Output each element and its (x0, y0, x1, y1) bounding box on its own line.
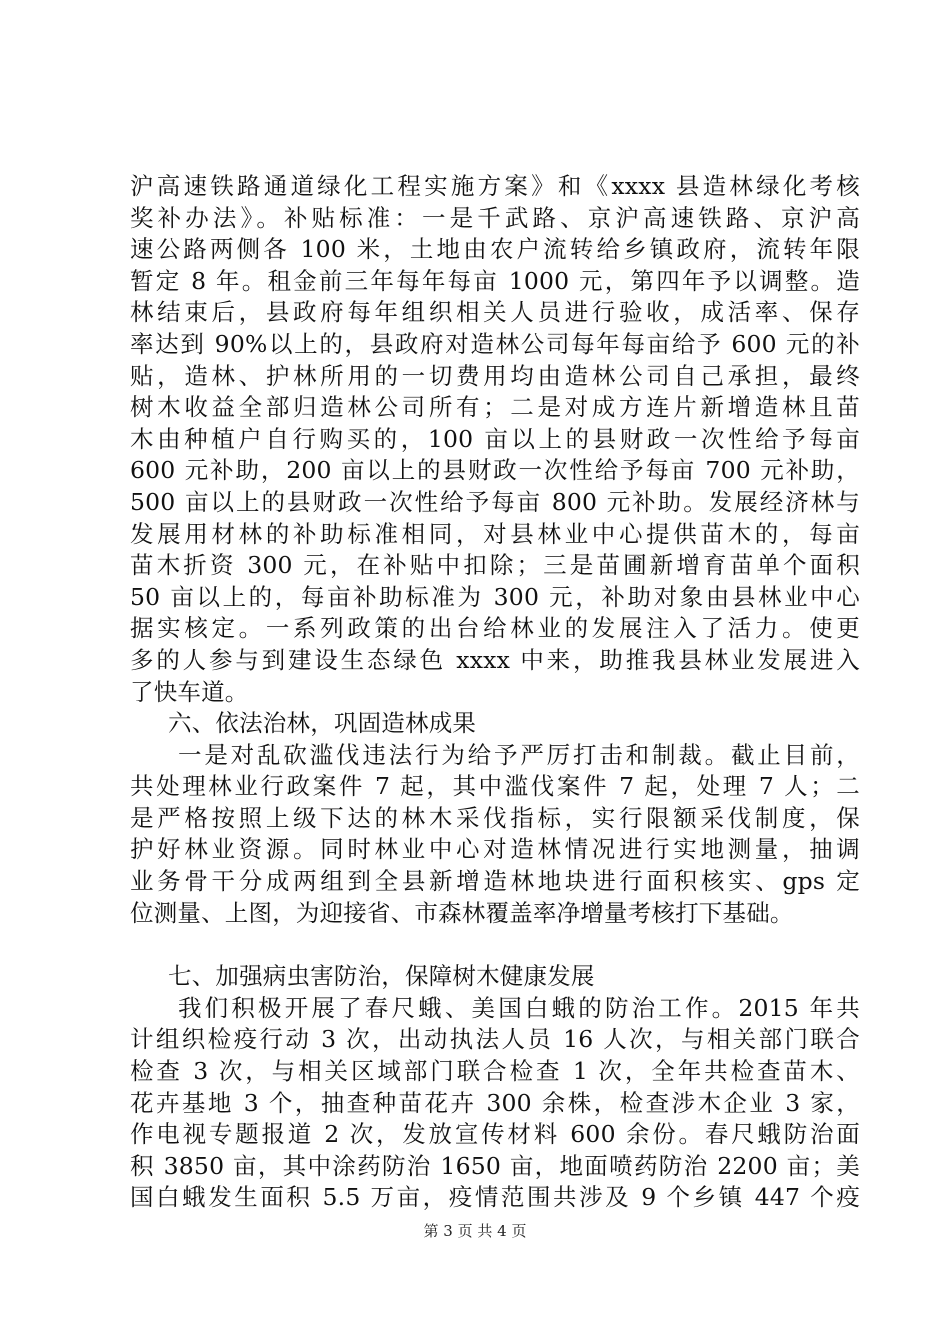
text-line: 木由种植户自行购买的，100 亩以上的县财政一次性给予每亩 (130, 424, 860, 453)
text-line: 奖补办法》。补贴标准：一是千武路、京沪高速铁路、京沪高 (130, 203, 860, 232)
text-line: 积 3850 亩，其中涂药防治 1650 亩，地面喷药防治 2200 亩；美 (130, 1151, 860, 1180)
text-line: 了快车道。 (130, 677, 249, 706)
text-line: 位测量、上图，为迎接省、市森林覆盖率净增量考核打下基础。 (130, 898, 794, 927)
text-line: 林结束后，县政府每年组织相关人员进行验收，成活率、保存 (130, 298, 860, 327)
paragraph-pest-control (130, 993, 860, 1214)
text-line: 是严格按照上级下达的林木采伐指标，实行限额采伐制度，保 (130, 803, 860, 832)
text-line: 500 亩以上的县财政一次性给予每亩 800 元补助。发展经济林与 (130, 487, 860, 516)
text-line: 共处理林业行政案件 7 起，其中滥伐案件 7 起，处理 7 人；二 (130, 772, 860, 801)
section-heading-6: 六、依法治林，巩固造林成果 (168, 709, 477, 738)
text-line: 沪高速铁路通道绿化工程实施方案》和《xxxx 县造林绿化考核 (130, 172, 860, 200)
text-line: 暂定 8 年。租金前三年每年每亩 1000 元，第四年予以调整。造 (130, 266, 860, 295)
text-line: 发展用材林的补助标准相同，对县林业中心提供苗木的，每亩 (130, 519, 860, 548)
text-line: 600 元补助，200 亩以上的县财政一次性给予每亩 700 元补助， (130, 456, 860, 485)
text-line: 计组织检疫行动 3 次，出动执法人员 16 人次，与相关部门联合 (130, 1025, 860, 1054)
paragraph-gap (130, 929, 860, 961)
text-line: 苗木折资 300 元，在补贴中扣除；三是苗圃新增育苗单个面积 (130, 551, 860, 580)
text-line: 据实核定。一系列政策的出台给林业的发展注入了活力。使更 (130, 614, 860, 643)
document-body (130, 171, 860, 1214)
section-heading-7: 七、加强病虫害防治，保障树木健康发展 (168, 962, 595, 991)
text-line: 检查 3 次，与相关区域部门联合检查 1 次，全年共检查苗木、 (130, 1057, 860, 1086)
text-line: 多的人参与到建设生态绿色 xxxx 中来，助推我县林业发展进入 (130, 645, 860, 674)
text-line: 50 亩以上的，每亩补助标准为 300 元，补助对象由县林业中心 (130, 582, 860, 611)
paragraph-law-enforcement (130, 740, 860, 930)
text-line: 贴，造林、护林所用的一切费用均由造林公司自己承担，最终 (130, 361, 860, 390)
text-line: 我们积极开展了春尺蛾、美国白蛾的防治工作。2015 年共 (178, 993, 860, 1022)
paragraph-subsidy-policy (130, 171, 860, 708)
text-line: 率达到 90%以上的，县政府对造林公司每年每亩给予 600 元的补 (130, 329, 860, 358)
text-line: 国白蛾发生面积 5.5 万亩，疫情范围共涉及 9 个乡镇 447 个疫 (130, 1183, 860, 1212)
text-line: 业务骨干分成两组到全县新增造林地块进行面积核实、gps 定 (130, 867, 860, 896)
text-line: 护好林业资源。同时林业中心对造林情况进行实地测量，抽调 (130, 835, 860, 864)
text-line: 作电视专题报道 2 次，发放宣传材料 600 余份。春尺蛾防治面 (130, 1120, 860, 1149)
text-line: 花卉基地 3 个，抽查种苗花卉 300 余株，检查涉木企业 3 家， (130, 1088, 860, 1117)
text-line: 一是对乱砍滥伐违法行为给予严厉打击和制裁。截止目前， (178, 740, 860, 769)
text-line: 树木收益全部归造林公司所有；二是对成方连片新增造林且苗 (130, 393, 860, 422)
page-number-footer: 第 3 页 共 4 页 (423, 1222, 527, 1240)
text-line: 速公路两侧各 100 米，土地由农户流转给乡镇政府，流转年限 (130, 235, 860, 264)
